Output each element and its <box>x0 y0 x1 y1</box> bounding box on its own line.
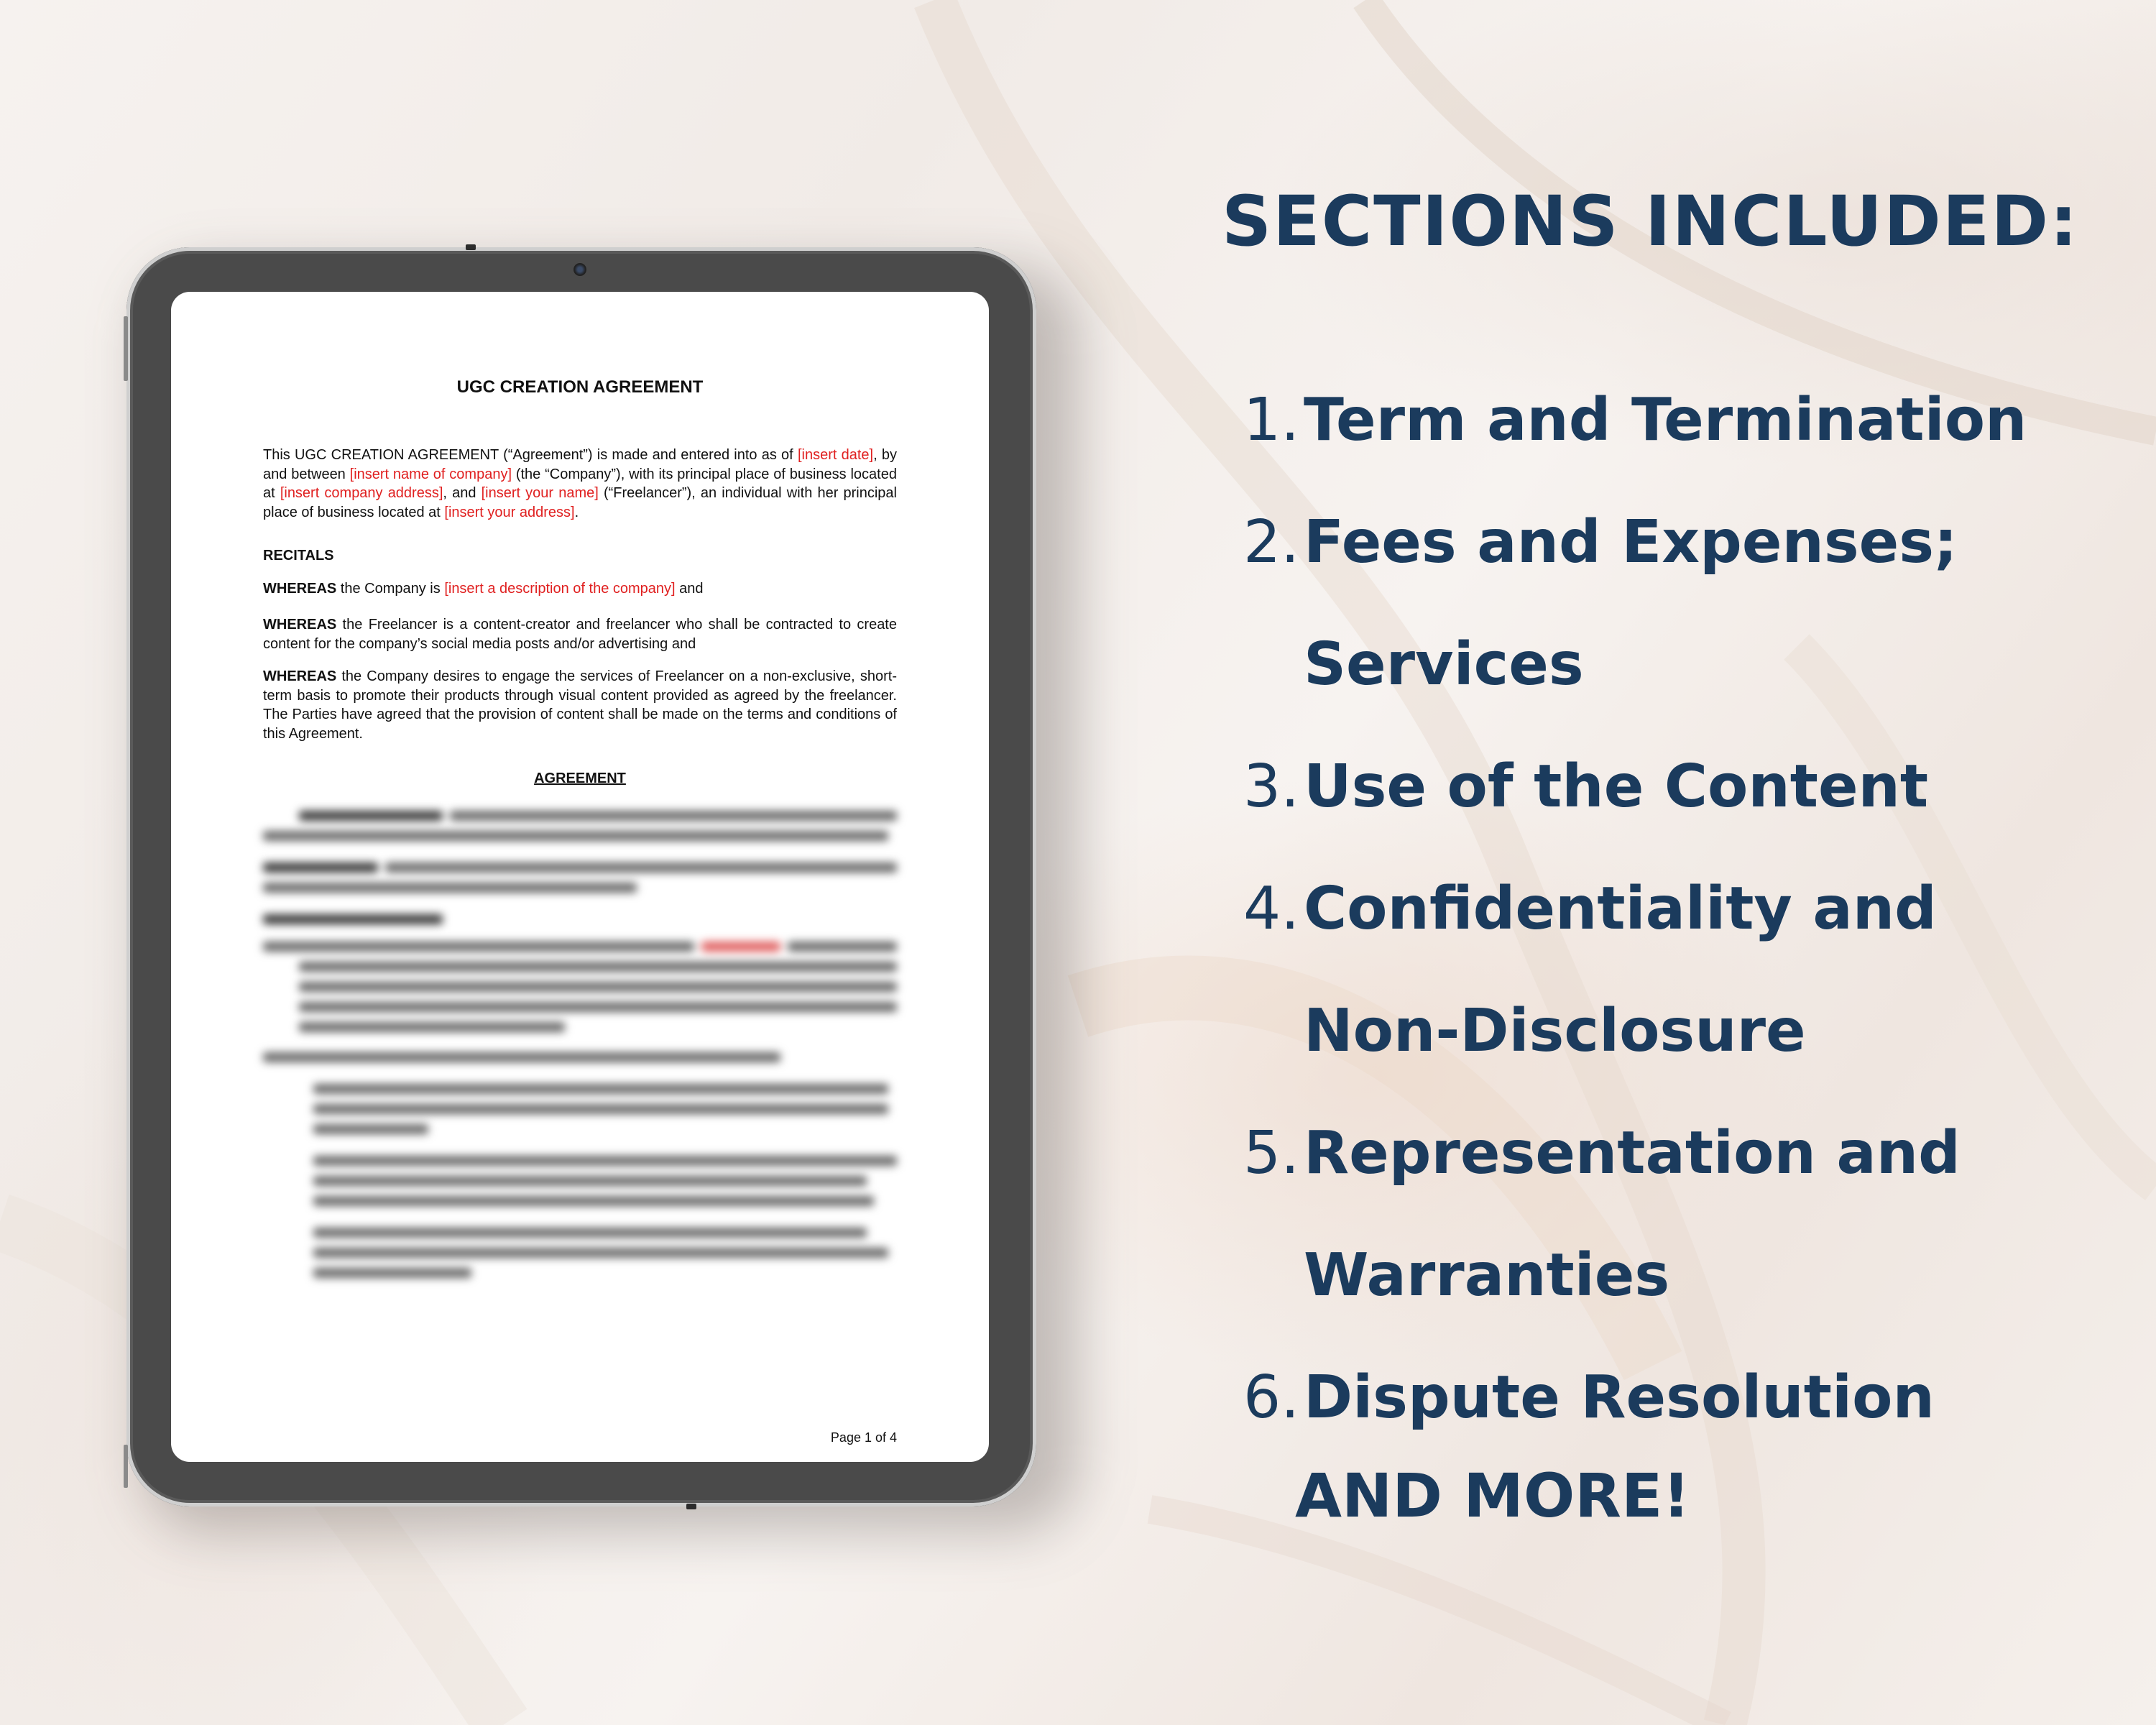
intro-text-6: . <box>574 504 579 520</box>
camera-icon <box>573 263 586 276</box>
whereas-2-text: the Freelancer is a content-creator and freelancer who shall be contracted to create content for the company’s social media posts and/or advertising and <box>263 617 897 652</box>
placeholder-date: [insert date] <box>797 447 874 463</box>
section-item-5 <box>1243 1092 2149 1337</box>
placeholder-company-name: [insert name of company] <box>349 466 512 482</box>
blur-line <box>313 1084 888 1094</box>
blur-line <box>263 914 443 924</box>
blur-line <box>385 862 897 873</box>
whereas-1 <box>263 579 897 599</box>
section-label: Representation and Warranties <box>1304 1119 1961 1310</box>
blur-line <box>263 862 378 873</box>
tablet-bottom-connector <box>686 1504 696 1509</box>
whereas-3 <box>263 667 897 743</box>
tablet-top-button <box>466 244 476 250</box>
intro-text-1: This UGC CREATION AGREEMENT (“Agreement”) is made and entered into as of <box>263 447 798 463</box>
intro-text-3: (the “Company”), with its principal place of business located at <box>263 466 897 501</box>
section-label: Term and Termination <box>1304 386 2027 454</box>
section-number: 4. <box>1243 875 1300 943</box>
section-label: Dispute Resolution <box>1304 1363 1935 1432</box>
blur-line <box>313 1124 428 1134</box>
agreement-heading: AGREEMENT <box>534 770 626 786</box>
section-item-4 <box>1243 848 2149 1092</box>
blur-line <box>263 1052 780 1062</box>
placeholder-your-address: [insert your address] <box>444 504 575 520</box>
whereas-2-keyword: WHEREAS <box>263 617 337 632</box>
placeholder-your-name: [insert your name] <box>481 485 599 501</box>
section-number: 2. <box>1243 508 1300 576</box>
blur-line <box>313 1268 471 1278</box>
section-number: 3. <box>1243 753 1300 821</box>
intro-text-2: , by and between <box>263 447 897 482</box>
tablet-side-button <box>124 316 128 381</box>
tablet-screen <box>171 292 989 1462</box>
section-item-1 <box>1243 359 2149 482</box>
placeholder-company-description: [insert a description of the company] <box>444 581 676 597</box>
blur-line <box>299 982 897 992</box>
section-item-2 <box>1243 482 2149 726</box>
whereas-2 <box>263 615 897 653</box>
intro-text-4: , and <box>443 485 482 501</box>
blurred-content <box>263 801 897 1304</box>
section-number: 5. <box>1243 1119 1300 1187</box>
sections-list <box>1243 359 2149 1459</box>
whereas-3-keyword: WHEREAS <box>263 668 337 684</box>
intro-text-5: (“Freelancer”), an individual with her principal place of business located at <box>263 485 897 520</box>
intro-paragraph <box>263 446 897 522</box>
tablet-side-button-lower <box>124 1445 128 1488</box>
blur-line <box>313 1248 888 1258</box>
blur-line <box>263 942 694 952</box>
section-item-6 <box>1243 1337 2149 1459</box>
page-number: Page 1 of 4 <box>830 1430 897 1445</box>
blur-line <box>313 1156 897 1166</box>
blur-line <box>299 1002 897 1012</box>
section-label: Fees and Expenses; Services <box>1304 508 1958 699</box>
section-label: Confidentiality and Non-Disclosure <box>1304 875 1937 1065</box>
blur-line <box>450 811 897 821</box>
blur-line <box>788 942 897 952</box>
section-number: 6. <box>1243 1363 1300 1432</box>
section-item-3 <box>1243 726 2149 848</box>
blur-line <box>263 883 637 893</box>
blur-line <box>299 811 443 821</box>
placeholder-company-address: [insert company address] <box>280 485 443 501</box>
sections-heading: SECTIONS INCLUDED: <box>1222 181 2079 262</box>
section-label: Use of the Content <box>1304 753 1929 821</box>
blur-line <box>299 1022 565 1032</box>
blur-line <box>313 1196 874 1206</box>
document-title: UGC CREATION AGREEMENT <box>456 377 704 397</box>
blur-line <box>263 831 888 841</box>
recitals-heading: RECITALS <box>263 548 334 564</box>
whereas-3-text: the Company desires to engage the services of Freelancer on a non-exclusive, short-term basis to promote their products through visual content provided as agreed by the freelancer. The Parties have agreed that the provision of content shall be made on the terms and conditions of this Agreement. <box>263 668 897 742</box>
whereas-1-keyword: WHEREAS <box>263 581 337 597</box>
section-number: 1. <box>1243 386 1300 454</box>
and-more-label: AND MORE! <box>1295 1460 1690 1531</box>
blur-line <box>313 1228 867 1238</box>
blur-line <box>299 962 897 972</box>
whereas-1-text-2: and <box>675 581 704 597</box>
blur-line <box>313 1176 867 1186</box>
whereas-1-text-1: the Company is <box>336 581 445 597</box>
blur-line <box>701 942 780 952</box>
blur-line <box>313 1104 888 1114</box>
